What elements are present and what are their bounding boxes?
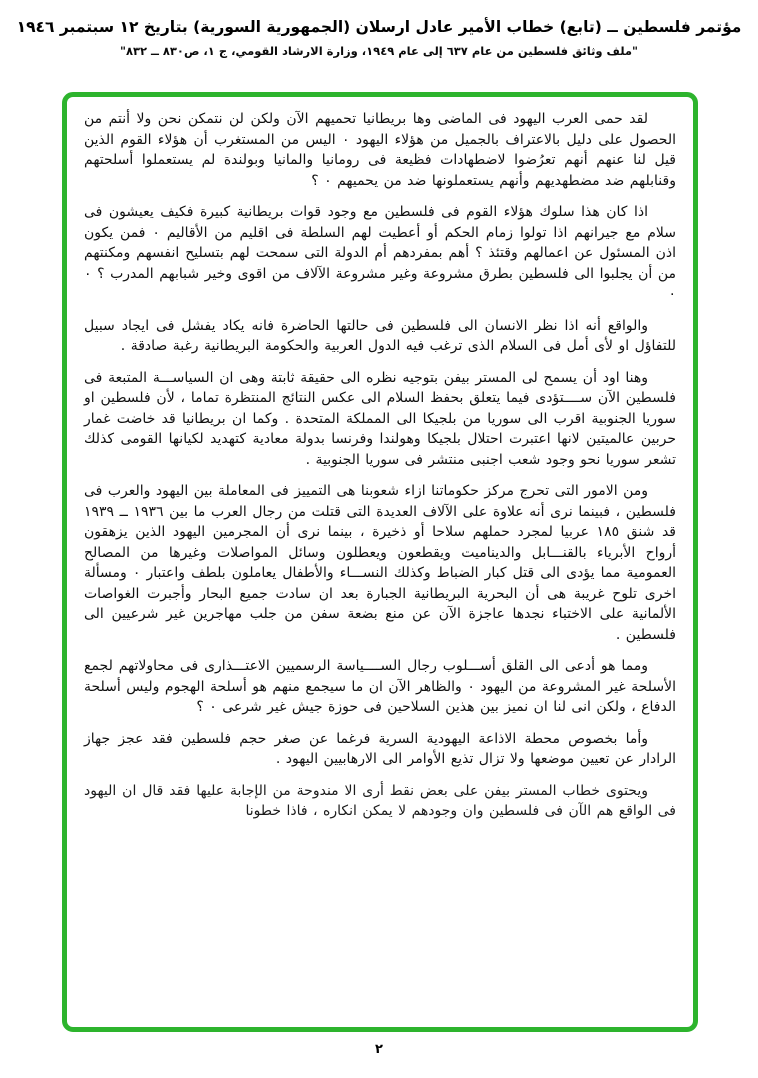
highlight-border-box <box>62 92 698 1032</box>
paragraph-7: وأما بخصوص محطة الاذاعة اليهودية السرية فرغما عن صغر حجم فلسطين فقد عجز جهاز الرادار عن تعيين موضعها ولا تزال تذيع الأوامر الى الارهابيين اليهود . <box>84 730 676 767</box>
paragraph-8: ويحتوى خطاب المستر بيفن على بعض نقط أرى الا مندوحة من الإجابة عليها فقد قال ان اليهود فى الواقع هم الآن فى فلسطين وان وجودهم لا يمكن انكاره ، فاذا خطونا <box>84 782 676 819</box>
paragraph-1: لقد حمى العرب اليهود فى الماضى وها بريطانيا تحميهم الآن ولكن لن نتمكن نحن ولا أنتم من الحصول على دليل بالاعتراف بالجميل من هؤلاء اليهود ٠ اليس من المستغرب أن هؤلاء القوم الذين قيل لنا عنهم أنهم تعرُضوا لاضطهادات فظيعة فى رومانيا والمانيا وبولندة لم يستعملوا أسلحتهم وقنابلهم ضد مضطهديهم وأنهم يستعملونها ضد من يحميهم ٠ ؟ <box>84 111 676 189</box>
paragraph-4: وهنا اود أن يسمح لى المستر بيفن بتوجيه نظره الى حقيقة ثابتة وهى ان السياســـة المتبعة فى فلسطين الآن ســــتؤدى فيما يتعلق بحفظ السلام الى عكس النتائج المنتظرة تماما ، لأن فلسطين او سوريا الجنوبية اقرب الى سوريا من بلجيكا الى المملكة المتحدة . وكما ان بريطانيا قد خاضت غمار حربين عالميتين لانها اعتبرت احتلال بلجيكا وهولندا وفرنسا بدولة معادية كتهديد لكيانها القومى كذلك تشعر سوريا نحو وجود شعب اجنبى منتشر فى سوريا الجنوبية . <box>84 369 676 468</box>
page-header <box>0 16 758 58</box>
paragraph-6: ومما هو أدعى الى القلق أســـلوب رجال الســــياسة الرسميين الاعتـــذارى فى محاولاتهم لجمع الأسلحة غير المشروعة من اليهود ٠ والظاهر الآن ان ما سيجمع منهم هو أسلحة الهجوم وليس أسلحة الدفاع ، ولكن انى لنا ان نميز بين هذين السلاحين فى حوزة جيش غير شرعى ٠ ؟ <box>84 658 676 715</box>
document-title: مؤتمر فلسطين ــ (تابع) خطاب الأمير عادل ارسلان (الجمهورية السورية) بتاريخ ١٢ سبتمبر ١٩٤٦ <box>16 18 742 36</box>
document-source-citation: "ملف وثائق فلسطين من عام ٦٣٧ إلى عام ١٩٤٩، وزارة الارشاد القومي، ج ١، ص٨٣٠ ــ ٨٣٢" <box>119 44 639 58</box>
paragraph-5: ومن الامور التى تحرج مركز حكوماتنا ازاء شعوبنا هى التمييز فى المعاملة بين اليهود والعرب فى فلسطين ، فبينما نرى أنه علاوة على الآلاف العديدة التى قتلت من رجال العرب ما بين ١٩٣٦ ــ ١٩٣٩ قد شنق ١٨٥ عربيا لمجرد حملهم سلاحا أو ذخيرة ، بينما نرى أن المجرمين اليهود الذين يزهقون أرواح الأبرياء بالقنـــابل والديناميت ويقطعون ويعطلون وسائل المواصلات وغيرها من المصالح العمومية مما يؤدى الى قتل كبار الضباط وكذلك النســـاء والأطفال يعاملون بلطف واعتبار ٠ ومسألة اخرى تلوح غريبة هى أن البحرية البريطانية الجبارة بعد ان سادت جميع البحار وأجبرت الغواصات الألمانية على الاختباء نجدها عاجزة الآن عن منع بضعة سفن من جلب مهاجرين غير شرعيين الى فلسطين . <box>84 483 676 643</box>
paragraph-2: اذا كان هذا سلوك هؤلاء القوم فى فلسطين مع وجود قوات بريطانية كبيرة فكيف يعيشون فى سلام مع جيرانهم اذا تولوا زمام الحكم أو أعطيت لهم السلطة فى اقليم من الأقاليم ٠ فمن يكون اذن المسئول عن اعمالهم وقتئذ ؟ أهم بمفردهم أم الدولة التى سمحت لهم بتسليح انفسهم ومكنتهم من أن يجلبوا الى فلسطين بطرق مشروعة وغير مشروعة الآلاف من اقوى وخير شبابهم المدرب ؟ ٠ ٠ <box>84 204 676 302</box>
paragraph-3: والواقع أنه اذا نظر الانسان الى فلسطين فى حالتها الحاضرة فانه يكاد يفشل فى ايجاد سبيل للتفاؤل او لأى أمل فى السلام الذى ترغب فيه الدول العربية والحكومة البريطانية رغبة صادقة . <box>84 317 676 354</box>
page-number: ٢ <box>375 1042 383 1057</box>
